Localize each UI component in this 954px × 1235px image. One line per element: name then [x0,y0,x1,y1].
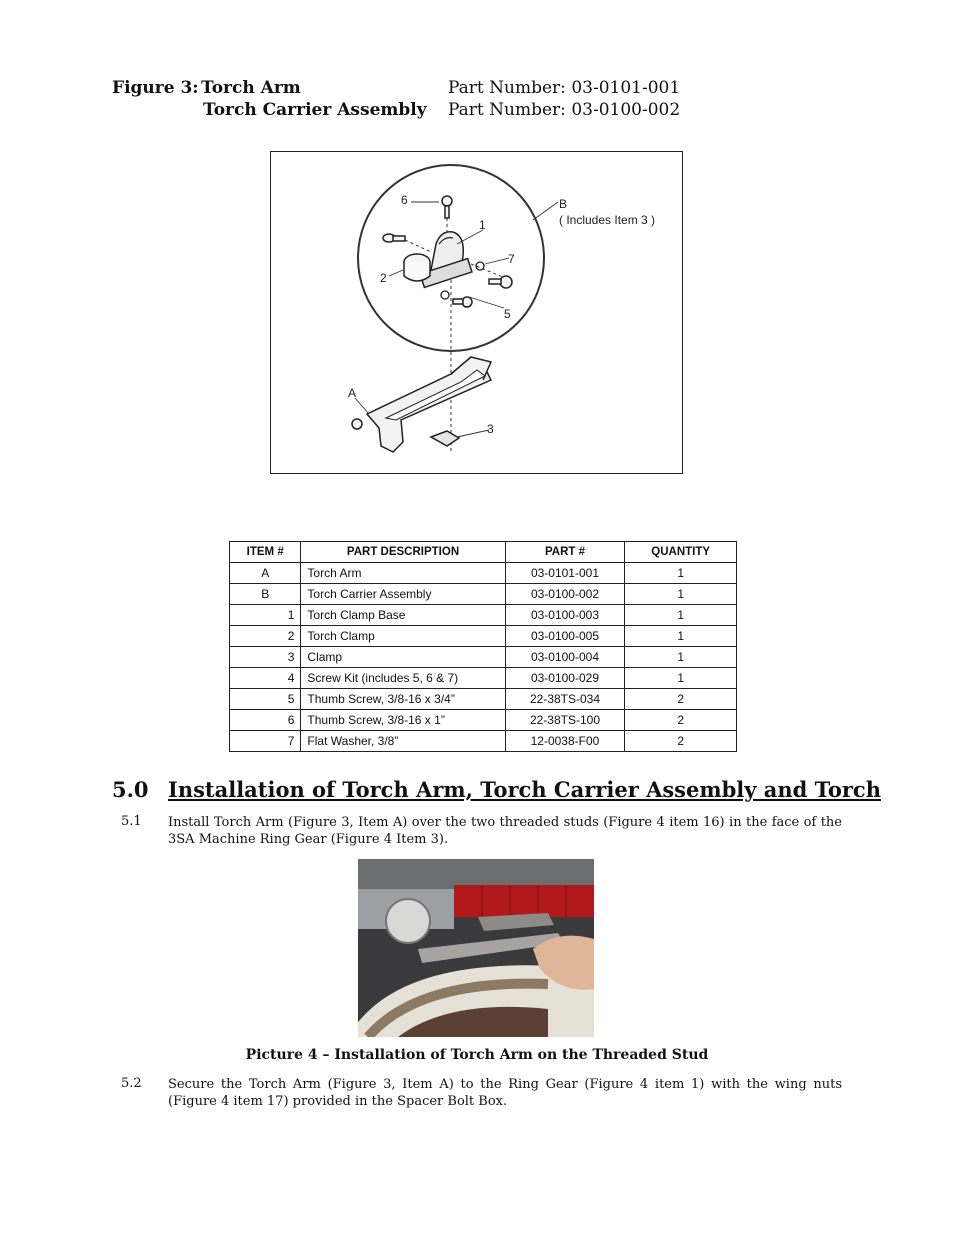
table-row [230,605,737,626]
cell-description: Torch Clamp [301,626,505,647]
cell-part-number: 22-38TS-100 [505,710,625,731]
table-row [230,668,737,689]
installation-photo [358,859,594,1037]
cell-description: Torch Clamp Base [301,605,505,626]
table-row [230,563,737,584]
step-text-5-1: Install Torch Arm (Figure 3, Item A) over the two threaded studs (Figure 4 item 16) in the face of the 3SA Machine Ring Gear (Figure 4 Item 3). [168,815,842,847]
callout-b: B [559,197,568,211]
callout-6: 6 [401,193,408,207]
figure-label: Figure 3: [112,78,199,98]
table-row [230,710,737,731]
callout-a: A [348,386,357,400]
step-number-5-2: 5.2 [121,1076,142,1091]
cell-part-number: 03-0101-001 [505,563,625,584]
part-number-torch-arm: Part Number: 03-0101-001 [448,78,681,98]
table-row [230,731,737,752]
cell-description: Thumb Screw, 3/8-16 x 3/4” [301,689,505,710]
cell-item: 7 [230,731,301,752]
cell-item: 6 [230,710,301,731]
thumb-screw-left [383,234,405,242]
cell-quantity: 2 [625,689,737,710]
washer-shape-lower [441,291,449,299]
table-row [230,584,737,605]
cell-description: Thumb Screw, 3/8-16 x 1” [301,710,505,731]
header-quantity: QUANTITY [625,542,737,563]
cell-part-number: 03-0100-029 [505,668,625,689]
cell-description: Torch Carrier Assembly [301,584,505,605]
figure-title-torch-carrier: Torch Carrier Assembly [203,100,427,120]
photo-caption: Picture 4 – Installation of Torch Arm on the Threaded Stud [245,1047,709,1063]
header-description: PART DESCRIPTION [301,542,505,563]
cell-part-number: 03-0100-002 [505,584,625,605]
cell-item: 2 [230,626,301,647]
cell-item: 5 [230,689,301,710]
cell-description: Torch Arm [301,563,505,584]
section-number: 5.0 [112,777,149,802]
callout-5: 5 [504,307,511,321]
part-number-torch-carrier: Part Number: 03-0100-002 [448,100,681,120]
header-item: ITEM # [230,542,301,563]
cell-part-number: 03-0100-003 [505,605,625,626]
cell-quantity: 1 [625,668,737,689]
exploded-diagram [270,151,683,474]
cell-item: B [230,584,301,605]
thumb-screw-top [442,196,452,218]
callout-b-note: ( Includes Item 3 ) [559,213,656,227]
cell-part-number: 12-0038-F00 [505,731,625,752]
cell-quantity: 1 [625,605,737,626]
callout-7: 7 [508,252,515,266]
cell-quantity: 2 [625,710,737,731]
header-part-number: PART # [505,542,625,563]
cell-description: Clamp [301,647,505,668]
cell-item: A [230,563,301,584]
figure-title-torch-arm: Torch Arm [201,78,301,98]
exploded-diagram-drawing [271,152,684,475]
clamp-shape [431,431,459,446]
installation-photo-drawing [358,859,594,1037]
cell-quantity: 1 [625,647,737,668]
cell-part-number: 03-0100-005 [505,626,625,647]
cell-description: Flat Washer, 3/8” [301,731,505,752]
callout-2: 2 [380,271,387,285]
table-header-row [230,542,737,563]
parts-table [229,541,737,752]
cell-part-number: 22-38TS-034 [505,689,625,710]
thumb-screw-right [489,276,512,288]
step-number-5-1: 5.1 [121,814,142,829]
table-row [230,689,737,710]
thumb-screw-lower [453,297,472,307]
cell-description: Screw Kit (includes 5, 6 & 7) [301,668,505,689]
section-title: Installation of Torch Arm, Torch Carrier Assembly and Torch [168,777,881,802]
table-row [230,626,737,647]
callout-1: 1 [479,218,486,232]
cell-quantity: 1 [625,563,737,584]
cell-part-number: 03-0100-004 [505,647,625,668]
cell-quantity: 1 [625,626,737,647]
cell-item: 4 [230,668,301,689]
cell-quantity: 1 [625,584,737,605]
step-text-5-2: Secure the Torch Arm (Figure 3, Item A) to the Ring Gear (Figure 4 item 1) with the wing nuts (Figure 4 item 17) provided in the Spacer Bolt Box. [168,1077,842,1109]
table-row [230,647,737,668]
cell-item: 1 [230,605,301,626]
cell-quantity: 2 [625,731,737,752]
callout-3: 3 [487,422,494,436]
cell-item: 3 [230,647,301,668]
